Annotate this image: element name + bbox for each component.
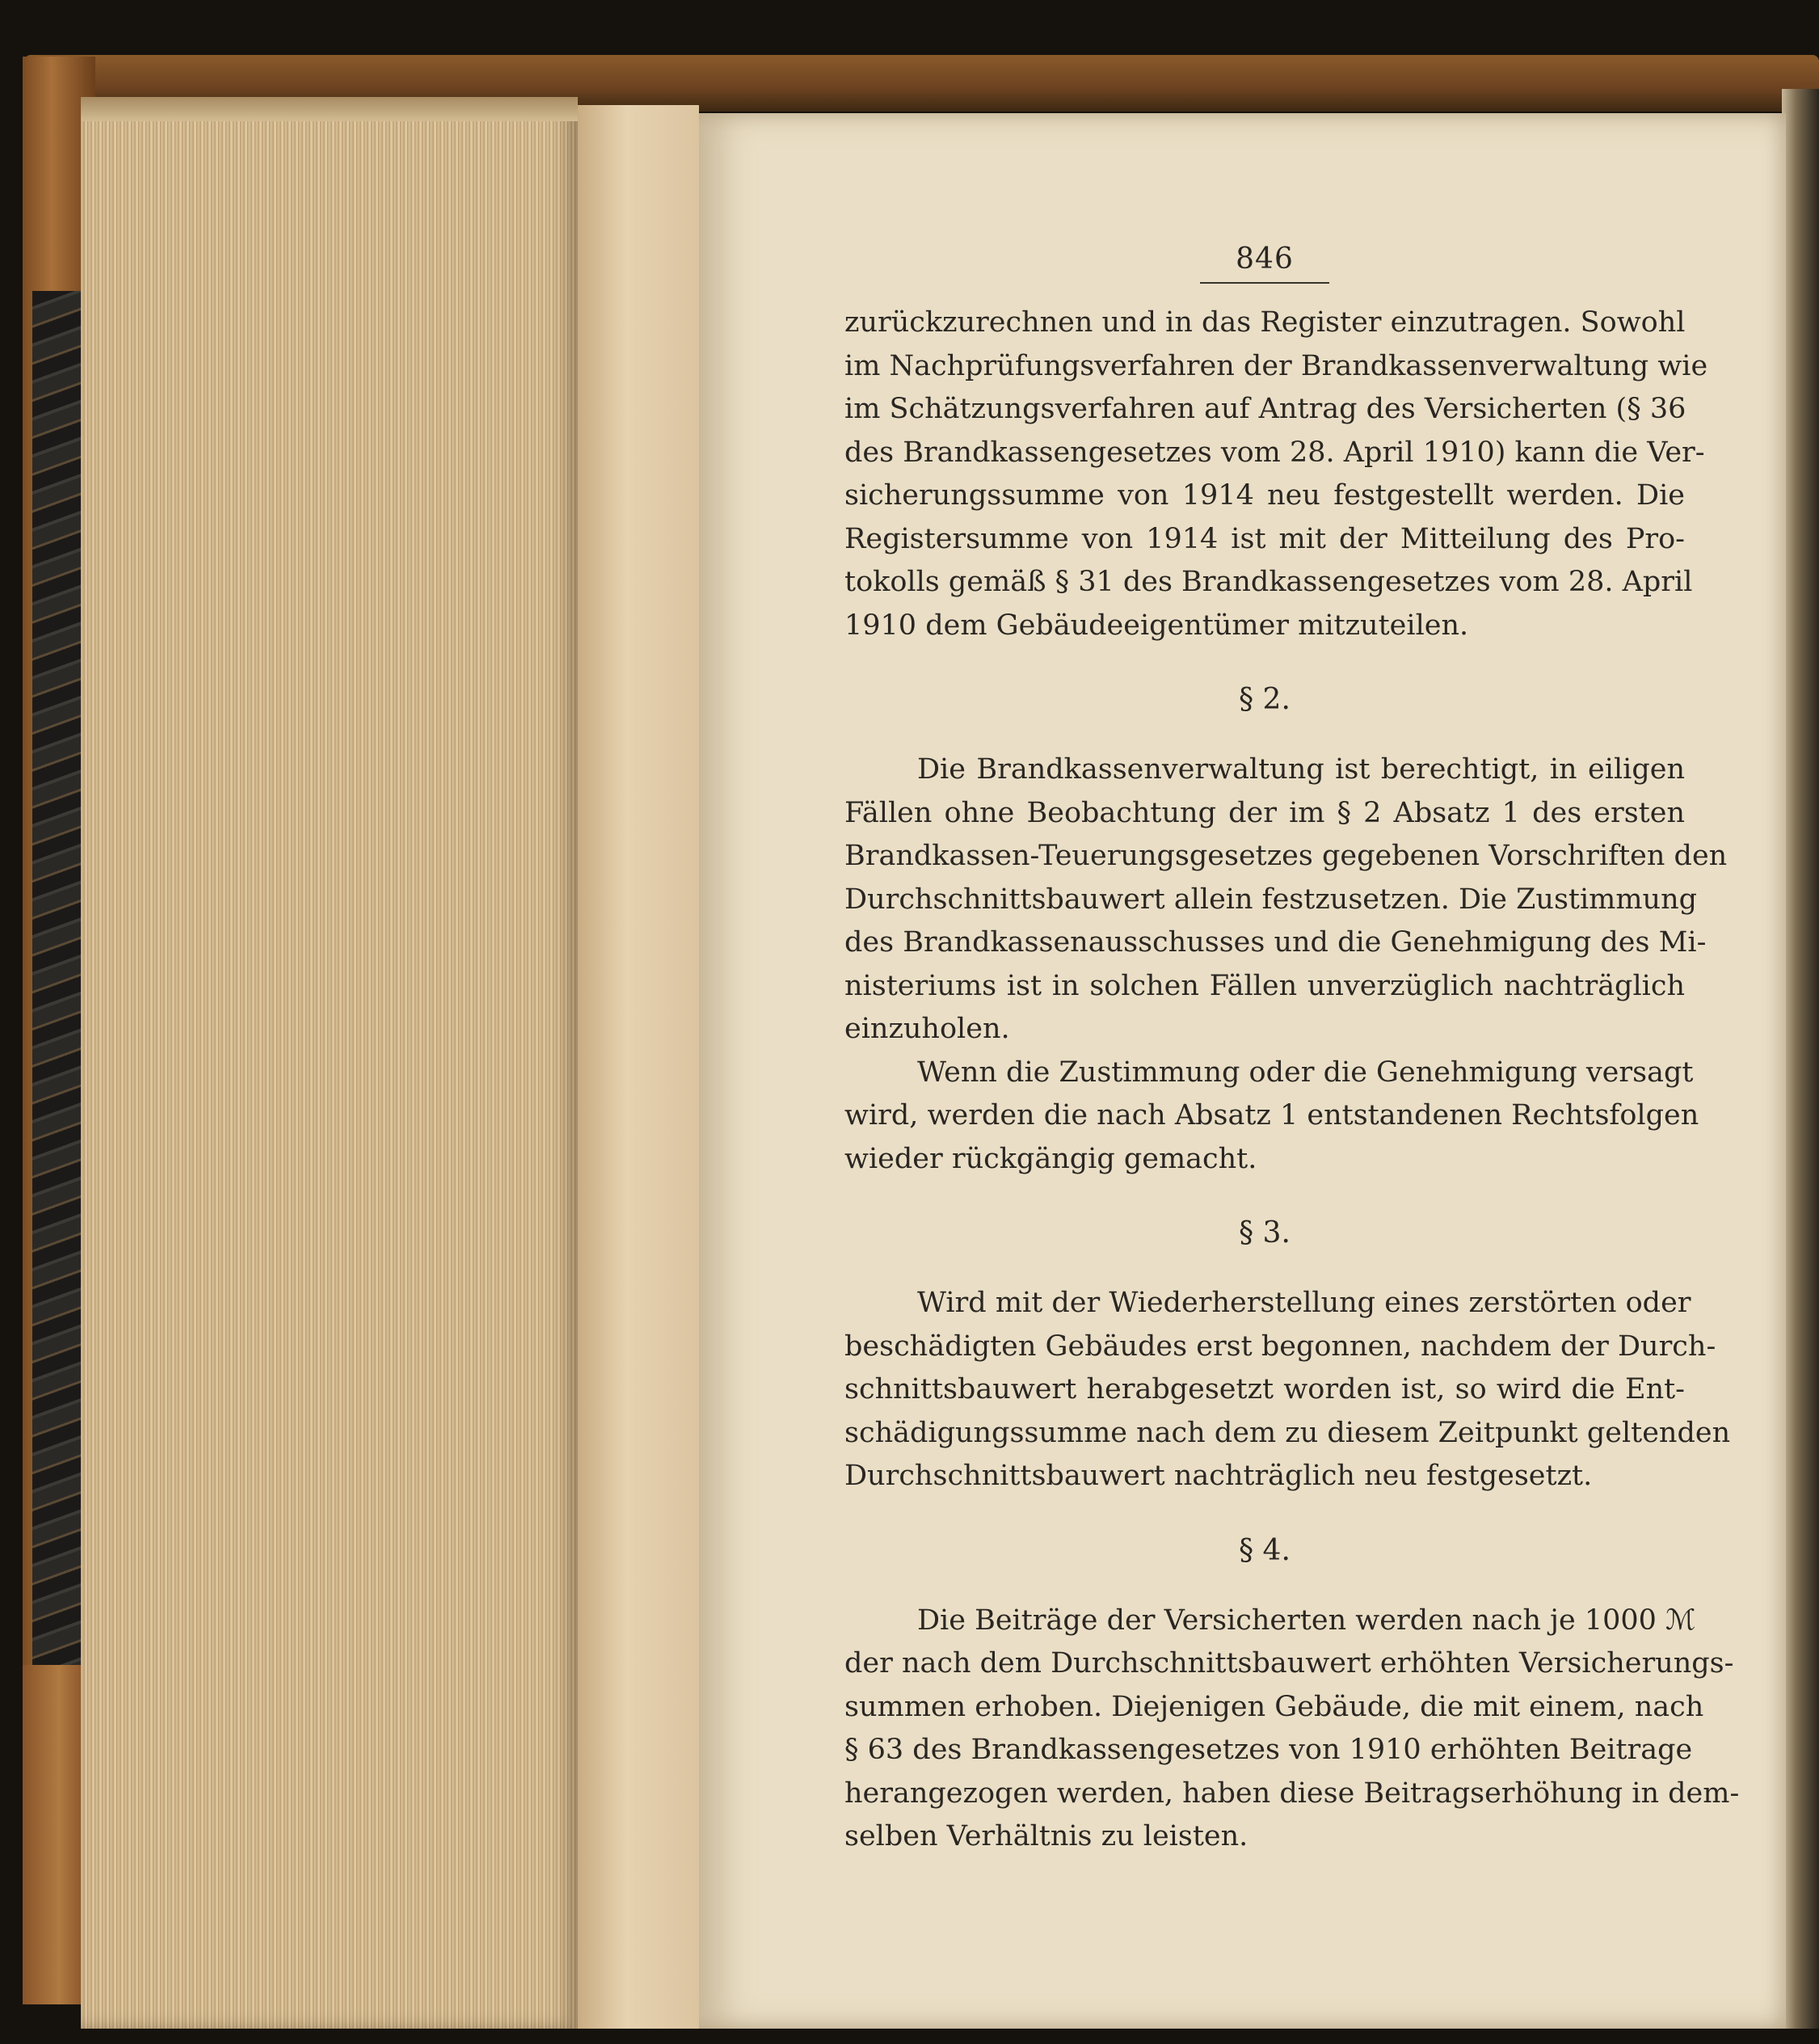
page-text-block [844, 242, 1740, 1859]
text-line: beschädigten Gebäudes erst begonnen, nachdem der Durch- [844, 1330, 1716, 1363]
text-line: des Brandkassenausschusses und die Genehmigung des Mi- [844, 926, 1707, 959]
opening-paragraph [844, 301, 1708, 647]
page-number: 846 [1200, 242, 1329, 284]
text-line: sicherungssumme von 1914 neu festgestellt werden. Die [844, 479, 1685, 512]
section-heading: § 2. [1239, 683, 1291, 716]
text-line: schnittsbauwert herabgesetzt worden ist, so wird die Ent- [844, 1373, 1685, 1406]
text-line: 1910 dem Gebäudeeigentümer mitzuteilen. [844, 609, 1469, 642]
book-right-edge [1782, 89, 1819, 2029]
page-stack-top-shadow [81, 97, 578, 121]
text-line: selben Verhältnis zu leisten. [844, 1820, 1248, 1852]
text-line: wieder rückgängig gemacht. [844, 1142, 1257, 1175]
section-2-body [844, 748, 1728, 1181]
book-gutter [578, 105, 699, 2029]
text-line: Wird mit der Wiederherstellung eines zerstörten oder [917, 1287, 1691, 1319]
section-heading: § 3. [1239, 1216, 1291, 1250]
section-3-body [844, 1282, 1731, 1498]
text-line: herangezogen werden, haben diese Beitragserhöhung in dem- [844, 1776, 1740, 1810]
text-line: einzuholen. [844, 1013, 1010, 1045]
text-line: Registersumme von 1914 ist mit der Mitteilung des Pro- [844, 522, 1685, 555]
text-line: des Brandkassengesetzes vom 28. April 1910) kann die Ver- [844, 436, 1705, 469]
text-line: summen erhoben. Diejenigen Gebäude, die mit einem, nach [844, 1690, 1704, 1723]
text-line: Die Beiträge der Versicherten werden nach je 1000 ℳ [917, 1604, 1696, 1637]
text-line: zurückzurechnen und in das Register einzutragen. Sowohl [844, 306, 1686, 339]
section-4-body [844, 1599, 1740, 1859]
left-page-stack [81, 97, 578, 2029]
text-line: § 63 des Brandkassengesetzes von 1910 erhöhten Beitrage [844, 1734, 1693, 1766]
section-heading: § 4. [1239, 1533, 1291, 1567]
text-line: im Schätzungsverfahren auf Antrag des Versicherten (§ 36 [844, 393, 1686, 425]
text-line: schädigungssumme nach dem zu diesem Zeitpunkt geltenden [844, 1416, 1731, 1449]
text-line: Fällen ohne Beobachtung der im § 2 Absatz 1 des ersten [844, 796, 1685, 829]
text-line: Die Brandkassenverwaltung ist berechtigt, in eiligen [917, 753, 1685, 786]
text-line: tokolls gemäß § 31 des Brandkassengesetzes vom 28. April [844, 566, 1693, 598]
text-line: Durchschnittsbauwert allein festzusetzen. Die Zustimmung [844, 883, 1698, 916]
text-line: der nach dem Durchschnittsbauwert erhöhten Versicherungs- [844, 1647, 1734, 1679]
text-line: im Nachprüfungsverfahren der Brandkassenverwaltung wie [844, 349, 1708, 382]
text-line: nisteriums ist in solchen Fällen unverzüglich nachträglich [844, 969, 1685, 1002]
text-line: Durchschnittsbauwert nachträglich neu festgesetzt. [844, 1460, 1593, 1492]
text-line: Wenn die Zustimmung oder die Genehmigung versagt [917, 1056, 1694, 1089]
text-line: Brandkassen-Teuerungsgesetzes gegebenen Vorschriften den [844, 840, 1728, 872]
text-line: wird, werden die nach Absatz 1 entstandenen Rechtsfolgen [844, 1099, 1699, 1132]
